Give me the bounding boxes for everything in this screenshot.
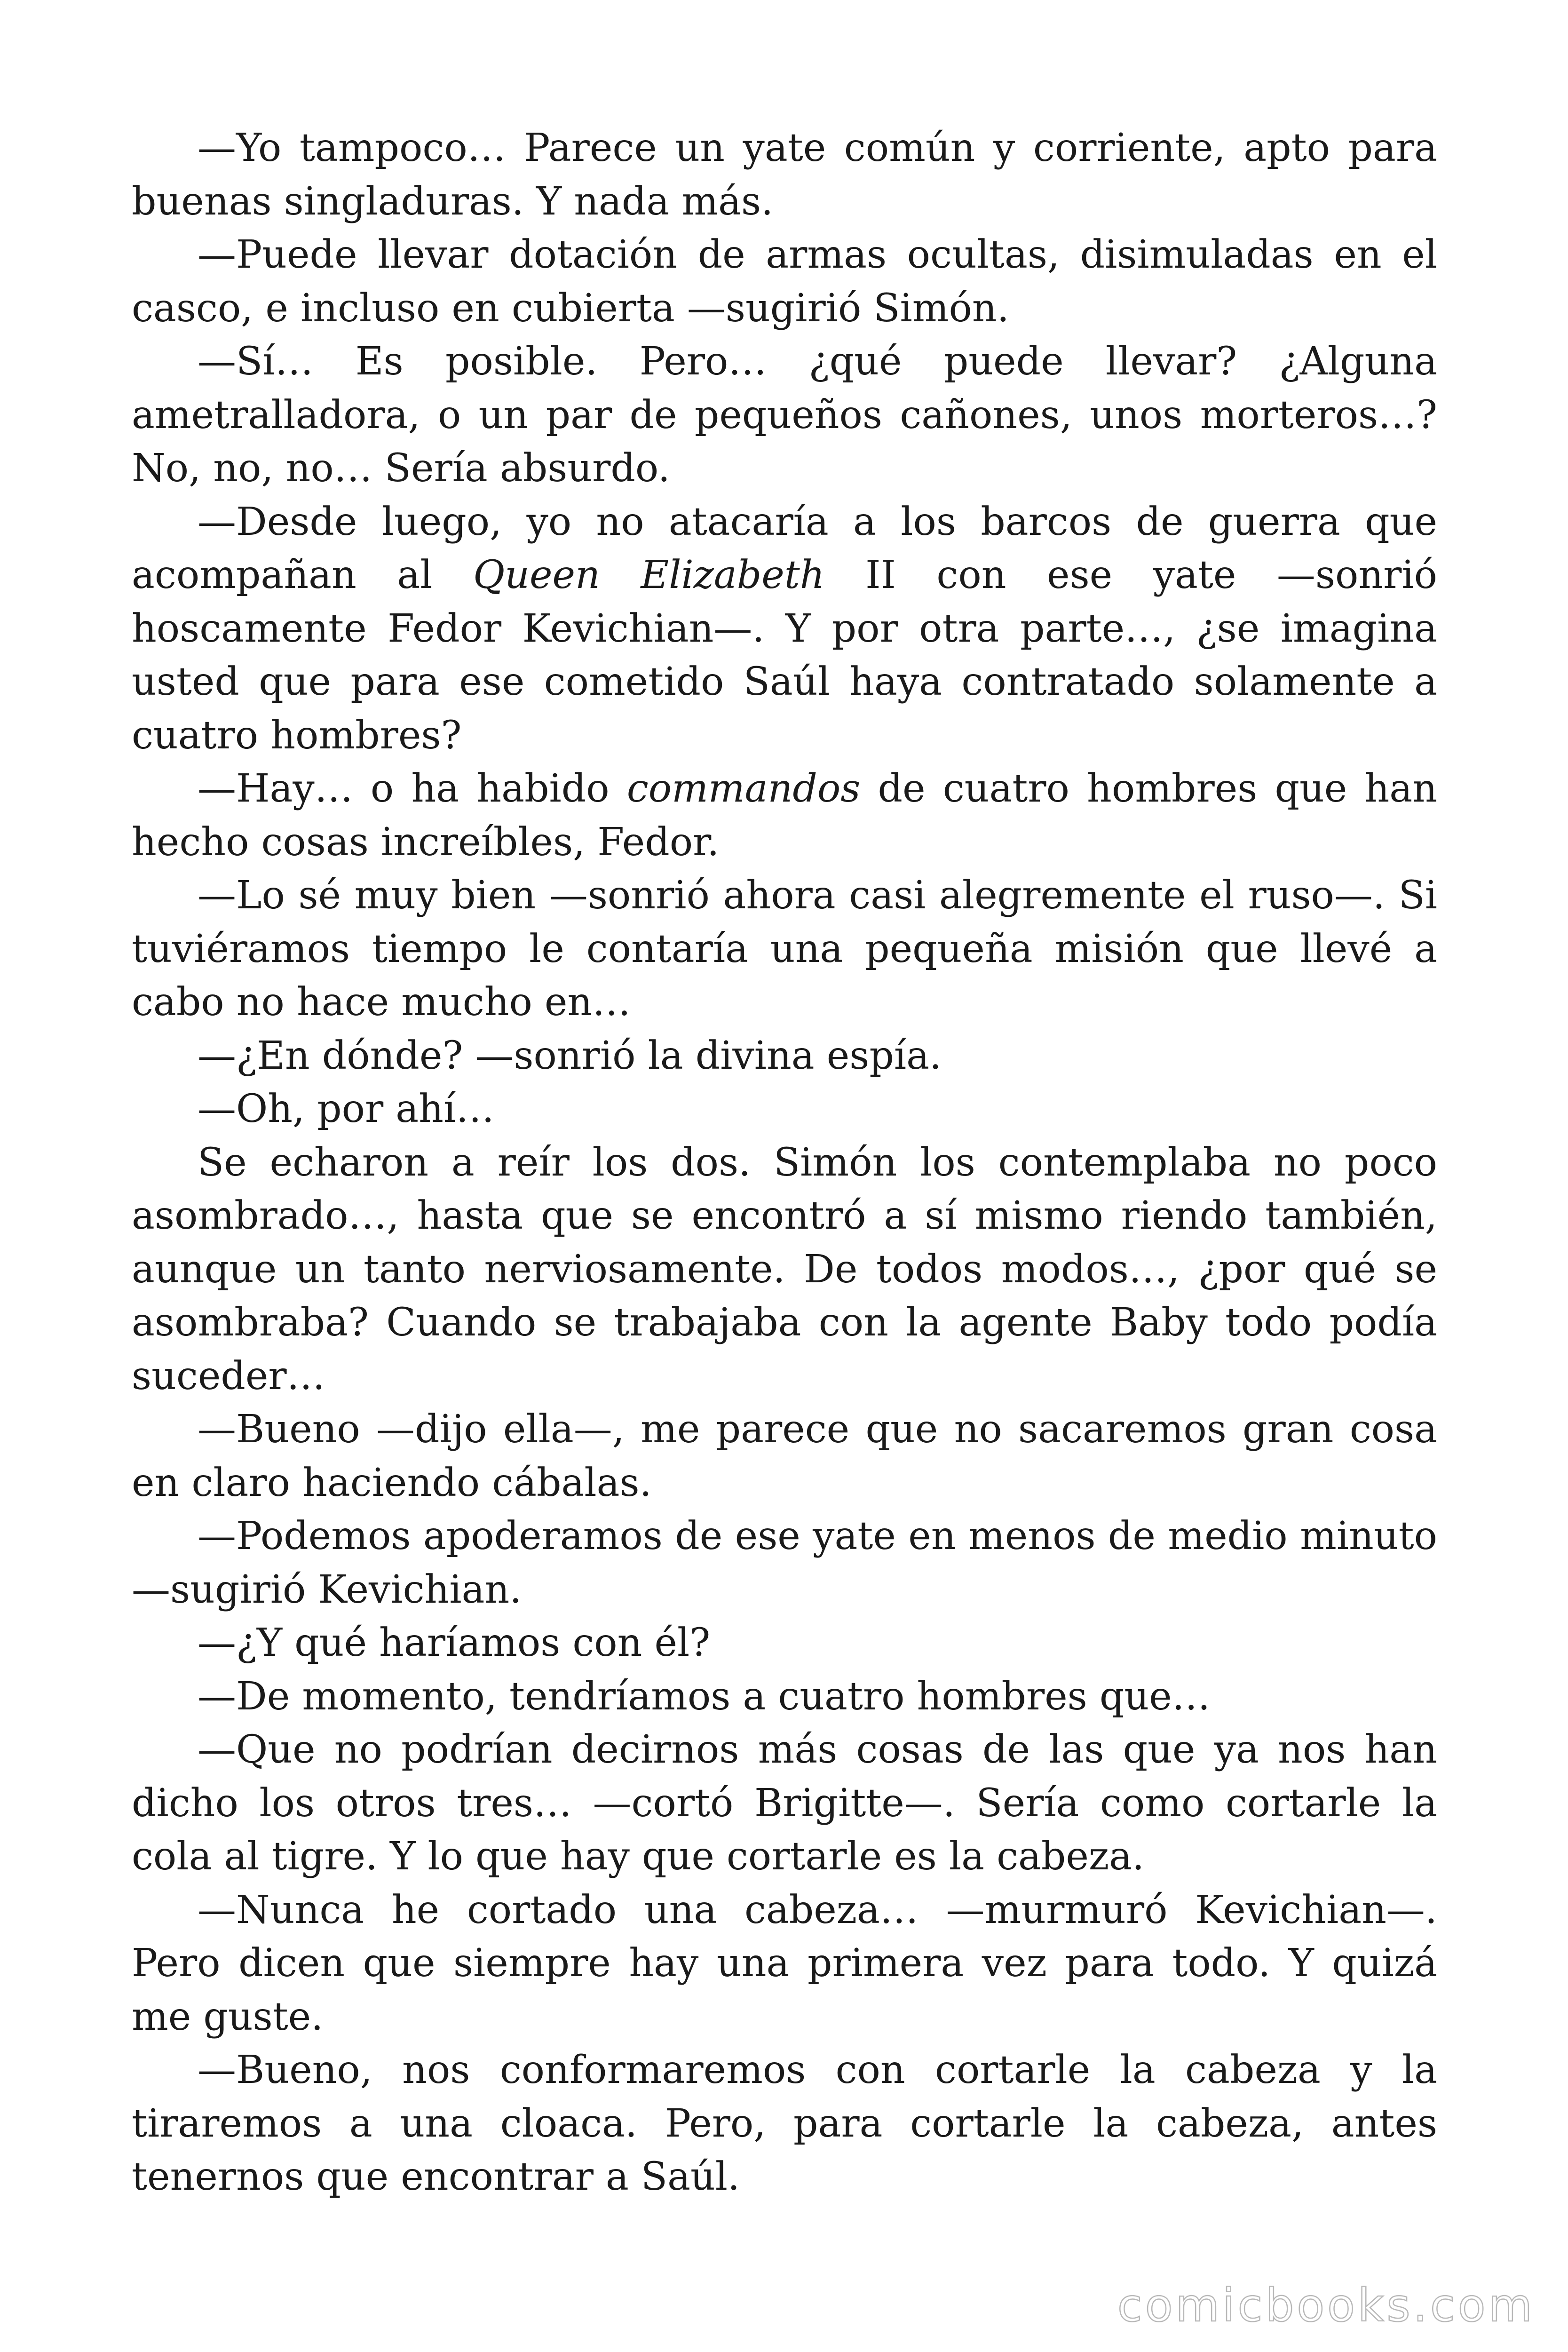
paragraph: —Que no podrían decirnos más cosas de las que ya nos han dicho los otros tres… —cortó Brigitte—. Sería como cortarle la cola al tigre. Y lo que hay que cortarle es la cabeza. [132, 1727, 1437, 1879]
paragraph: —Oh, por ahí… [198, 1087, 495, 1131]
paragraph: —De momento, tendríamos a cuatro hombres que… [198, 1674, 1211, 1719]
paragraph: —Sí… Es posible. Pero… ¿qué puede llevar? ¿Alguna ametralladora, o un par de pequeños cañones, unos morteros…? No, no, no… Sería absurdo. [132, 339, 1437, 491]
paragraph: —Desde luego, yo no atacaría a los barcos de guerra que acompañan al Queen Elizabeth II con ese yate —sonrió hoscamente Fedor Kevichian—. Y por otra parte…, ¿se imagina usted que para ese cometido Saúl haya contratado solamente a cuatro hombres? [132, 499, 1437, 758]
watermark: comicbooks.com [1117, 2279, 1535, 2332]
paragraph: —Lo sé muy bien —sonrió ahora casi alegremente el ruso—. Si tuviéramos tiempo le contaría una pequeña misión que llevé a cabo no hace mucho en… [132, 873, 1437, 1025]
paragraph: —Puede llevar dotación de armas ocultas, disimuladas en el casco, e incluso en cubierta —sugirió Simón. [132, 232, 1437, 331]
paragraph: —¿En dónde? —sonrió la divina espía. [198, 1033, 942, 1078]
paragraph: —Bueno, nos conformaremos con cortarle la cabeza y la tiraremos a una cloaca. Pero, para cortarle la cabeza, antes tenernos que encontrar a Saúl. [132, 2048, 1437, 2199]
paragraph: —Hay… o ha habido commandos de cuatro hombres que han hecho cosas increíbles, Fedor. [132, 766, 1438, 865]
paragraph: —Podemos apoderamos de ese yate en menos de medio minuto —sugirió Kevichian. [132, 1514, 1437, 1612]
paragraph: —Yo tampoco… Parece un yate común y corriente, apto para buenas singladuras. Y nada más. [132, 126, 1437, 224]
italic-title: Queen Elizabeth [473, 553, 825, 597]
paragraph: —Bueno —dijo ella—, me parece que no sacaremos gran cosa en claro haciendo cábalas. [132, 1407, 1437, 1505]
paragraph: Se echaron a reír los dos. Simón los contemplaba no poco asombrado…, hasta que se encontró a sí mismo riendo también, aunque un tanto nerviosamente. De todos modos…, ¿por qué se asombraba? Cuando se trabajaba con la agente Baby todo podía suceder… [132, 1140, 1437, 1398]
paragraph: —¿Y qué haríamos con él? [198, 1621, 711, 1665]
body-text [132, 121, 1437, 2204]
italic-term: commandos [626, 766, 861, 811]
paragraph: —Nunca he cortado una cabeza… —murmuró Kevichian—. Pero dicen que siempre hay una primera vez para todo. Y quizá me guste. [132, 1887, 1437, 2039]
